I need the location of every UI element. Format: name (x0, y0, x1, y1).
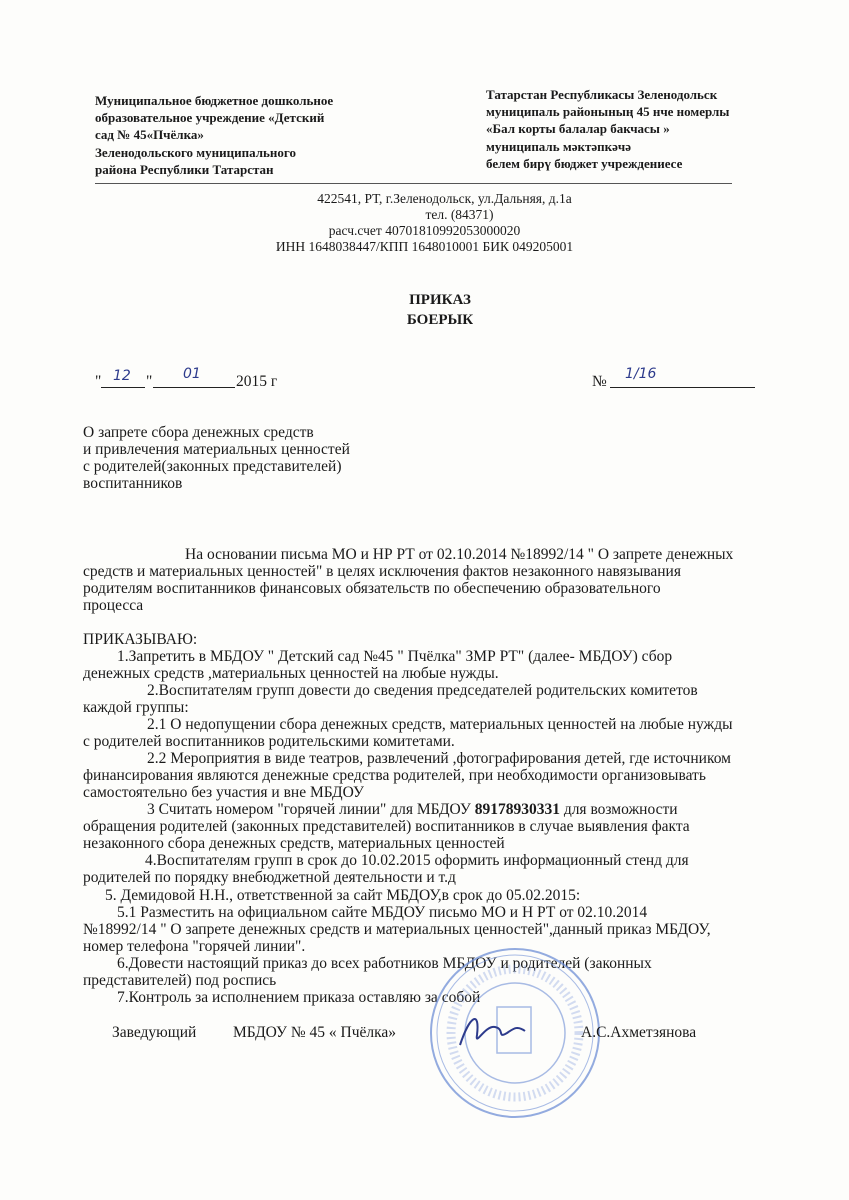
header-right-line: муниципаль мәктәпкәчә (486, 139, 631, 154)
signature-icon (455, 1005, 535, 1055)
hotline-text: 3 Считать номером "горячей линии" для МБДОУ (147, 801, 475, 818)
body-line: обращения родителей (законных представителей) воспитанников в случае выявления факта (83, 818, 690, 835)
body-line: с родителей воспитанников родительскими комитетами. (83, 733, 455, 750)
header-right-line: белем бирү бюджет учреждениесе (486, 156, 683, 171)
subject-line: О запрете сбора денежных средств (83, 424, 314, 441)
body-line: 1.Запретить в МБДОУ " Детский сад №45 " Пчёлка" ЗМР РТ" (далее- МБДОУ) сбор (117, 648, 673, 665)
body-line: представителей) под роспись (83, 972, 277, 989)
order-number-underline (610, 387, 755, 388)
address: 422541, РТ, г.Зеленодольск, ул.Дальняя, д.1а (317, 191, 572, 206)
body-line: каждой группы: (83, 699, 189, 716)
header-left-line: образовательное учреждение «Детский (95, 110, 325, 125)
doc-title: ПРИКАЗ (409, 292, 471, 308)
body-line: На основании письма МО и НР РТ от 02.10.2014 №18992/14 " О запрете денежных (185, 546, 734, 563)
date-quote: " (95, 373, 102, 390)
body-line: 2.Воспитателям групп довести до сведения председателей родительских комитетов (147, 682, 698, 699)
body-line: 5.1 Разместить на официальном сайте МБДОУ письмо МО и Н РТ от 02.10.2014 (117, 904, 648, 921)
body-line (147, 801, 678, 819)
body-line: финансирования являются денежные средства родителей, при необходимости организовывать (83, 767, 706, 784)
phone: тел. (84371) (425, 207, 494, 222)
signatory-position: Заведующий (112, 1024, 197, 1041)
hotline-number: 89178930331 (474, 801, 560, 818)
body-line: родителям воспитанников финансовых обязательств по обеспечению образовательного (83, 580, 661, 597)
doc-title-tatar: БОЕРЫК (406, 312, 474, 328)
signatory-org: МБДОУ № 45 « Пчёлка» (233, 1024, 397, 1041)
header-left-line: Муниципальное бюджетное дошкольное (95, 93, 334, 108)
date-quote: " (146, 373, 153, 390)
body-line: 6.Довести настоящий приказ до всех работников МБДОУ и родителей (законных (117, 955, 652, 972)
body-line: родителей по порядку внебюджетной деятельности и т.д (83, 869, 456, 886)
subject-line: с родителей(законных представителей) (83, 458, 342, 475)
header-right-line: муниципаль районының 45 нче номерлы (486, 104, 730, 119)
body-line: №18992/14 " О запрете денежных средств и материальных ценностей",данный приказ МБДОУ, (83, 921, 711, 938)
body-line: 4.Воспитателям групп в срок до 10.02.2015 оформить информационный стенд для (145, 852, 689, 869)
body-line: незаконного сбора денежных средств, материальных ценностей (83, 835, 505, 852)
order-number-label: № (592, 373, 607, 390)
body-line: 5. Демидовой Н.Н., ответственной за сайт МБДОУ,в срок до 05.02.2015: (105, 887, 581, 904)
header-right-line: Татарстан Республикасы Зеленодольск (486, 87, 718, 102)
body-line: самостоятельно без участия и вне МБДОУ (83, 784, 364, 801)
date-day: 12 (113, 368, 131, 384)
order-number: 1/16 (625, 366, 657, 382)
date-day-underline (101, 387, 145, 388)
subject-line: и привлечения материальных ценностей (83, 441, 350, 458)
order-heading: ПРИКАЗЫВАЮ: (83, 631, 198, 648)
bank-account: расч.счет 40701810992053000020 (328, 223, 521, 238)
date-year: 2015 г (236, 373, 278, 390)
tax-ids: ИНН 1648038447/КПП 1648010001 БИК 049205001 (275, 239, 574, 254)
body-line: номер телефона "горячей линии". (83, 938, 306, 955)
header-left-line: района Республики Татарстан (95, 162, 274, 177)
date-month: 01 (183, 366, 201, 382)
date-month-underline (153, 387, 235, 388)
header-left-line: Зеленодольского муниципального (95, 145, 296, 160)
hotline-suffix: для возможности (559, 801, 678, 818)
body-line: 7.Контроль за исполнением приказа оставляю за собой (117, 989, 481, 1006)
header-left-line: сад № 45«Пчёлка» (95, 127, 204, 142)
body-line: процесса (83, 597, 144, 614)
header-right-line: «Бал корты балалар бакчасы » (486, 121, 670, 136)
subject-line: воспитанников (83, 475, 183, 492)
header-divider (95, 183, 732, 184)
body-line: 2.2 Мероприятия в виде театров, развлечений ,фотографирования детей, где источником (147, 750, 731, 767)
body-line: 2.1 О недопущении сбора денежных средств, материальных ценностей на любые нужды (147, 716, 733, 733)
body-line: средств и материальных ценностей" в целях исключения фактов незаконного навязывания (83, 563, 681, 580)
signatory-name: А.С.Ахметзянова (581, 1024, 697, 1041)
body-line: денежных средств ,материальных ценностей на любые нужды. (83, 665, 499, 682)
